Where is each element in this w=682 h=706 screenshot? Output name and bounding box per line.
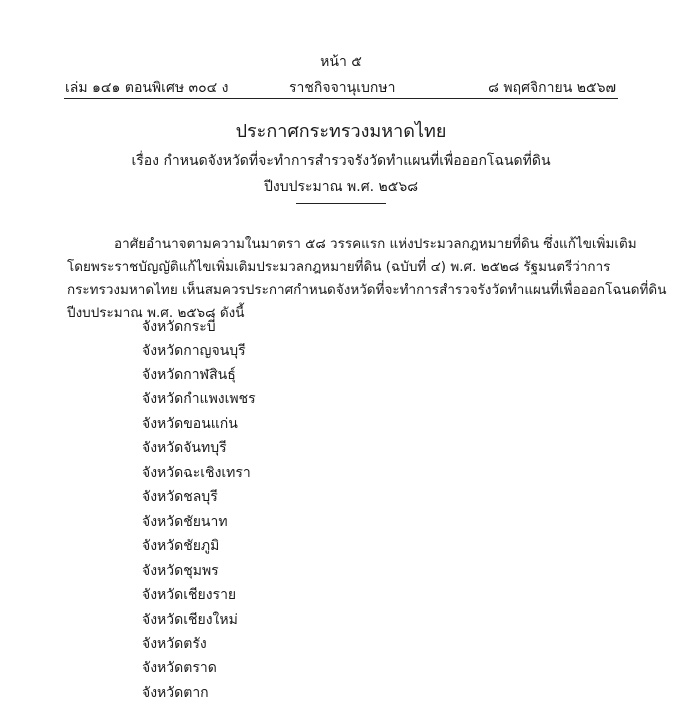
publication-date: ๘ พฤศจิกายน ๒๕๖๗ (488, 80, 616, 96)
body-paragraph-line: โดยพระราชบัญญัติแก้ไขเพิ่มเติมประมวลกฎหมายที่ดิน (ฉบับที่ ๔) พ.ศ. ๒๕๒๘ รัฐมนตรีว่าการ (67, 259, 611, 275)
page-number: หน้า ๕ (320, 54, 362, 70)
volume-issue: เล่ม ๑๔๑ ตอนพิเศษ ๓๐๔ ง (65, 80, 229, 96)
header-divider (64, 98, 618, 99)
body-paragraph-line: อาศัยอำนาจตามความในมาตรา ๕๘ วรรคแรก แห่งประมวลกฎหมายที่ดิน ซึ่งแก้ไขเพิ่มเติม (114, 236, 637, 252)
announcement-subject: เรื่อง กำหนดจังหวัดที่จะทำการสำรวจรังวัดทำแผนที่เพื่อออกโฉนดที่ดิน (131, 153, 551, 169)
gazette-name: ราชกิจจานุเบกษา (289, 80, 396, 96)
title-divider (296, 203, 386, 204)
announcement-title: ประกาศกระทรวงมหาดไทย (235, 121, 447, 142)
body-paragraph-line: ปีงบประมาณ พ.ศ. ๒๕๖๘ ดังนี้ (67, 305, 245, 321)
fiscal-year: ปีงบประมาณ พ.ศ. ๒๕๖๘ (263, 179, 419, 195)
body-paragraph-line: กระทรวงมหาดไทย เห็นสมควรประกาศกำหนดจังหวัดที่จะทำการสำรวจรังวัดทำแผนที่เพื่อออกโฉนดที่ดิน (67, 282, 667, 298)
gazette-page: หน้า ๕ เล่ม ๑๔๑ ตอนพิเศษ ๓๐๔ ง ราชกิจจานุเบกษา ๘ พฤศจิกายน ๒๕๖๗ ประกาศกระทรวงมหาดไทย เรื่อง กำหนดจังหวัดที่จะทำการสำรวจรังวัดทำแผนที่เพื่อออกโฉนดที่ดิน ปีงบประมาณ พ.ศ. ๒๕๖๘ อาศัยอำนาจตามความในมาตรา ๕๘ วรรคแรก แห่งประมวลกฎหมายที่ดิน ซึ่งแก้ไขเพิ่มเติม โดยพระราชบัญญัติแก้ไขเพิ่มเติมประมวลกฎหมายที่ดิน (ฉบับที่ ๔) พ.ศ. ๒๕๒๘ รัฐมนตรีว่าการ กระทรวงมหาดไทย เห็นสมควรประกาศกำหนดจังหวัดที่จะทำการสำรวจรังวัดทำแผนที่เพื่อออกโฉนดที่ดิน ปีงบประมาณ พ.ศ. ๒๕๖๘ ดังนี้ จังหวัดกระบี่ จังหวัดกาญจนบุรี จังหวัดกาฬสินธุ์ จังหวัดกำแพงเพชร จังหวัดขอนแก่น จังหวัดจันทบุรี จังหวัดฉะเชิงเทรา จังหวัดชลบุรี จังหวัดชัยนาท จังหวัดชัยภูมิ จังหวัดชุมพร จังหวัดเชียงราย จังหวัดเชียงใหม่ จังหวัดตรัง จังหวัดตราด จังหวัดตาก (0, 0, 682, 700)
